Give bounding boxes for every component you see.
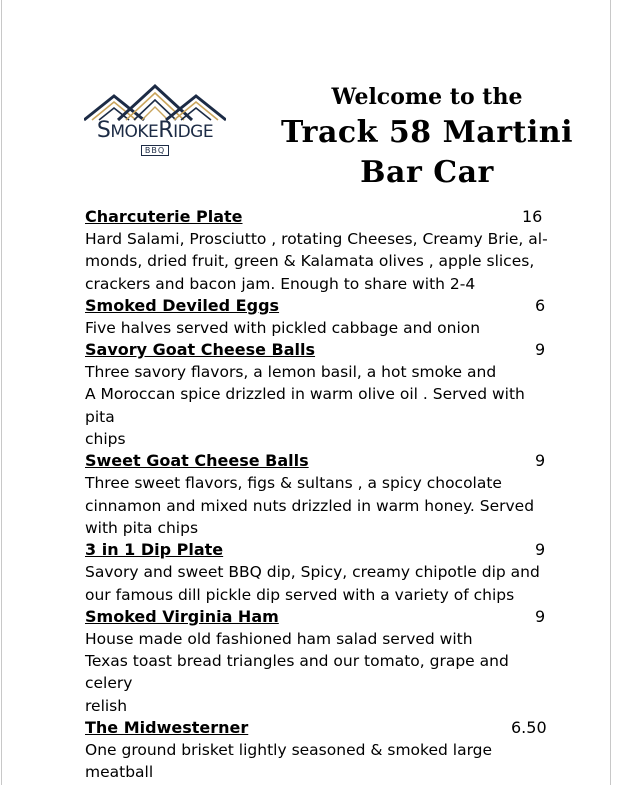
menu-item-name: Smoked Deviled Eggs bbox=[85, 295, 280, 315]
menu-item bbox=[85, 206, 555, 295]
menu-item-name: Sweet Goat Cheese Balls bbox=[85, 451, 309, 471]
logo-letter-s: S bbox=[96, 118, 111, 143]
menu-item-name: Charcuterie Plate bbox=[85, 207, 243, 226]
menu-item-header bbox=[85, 450, 555, 472]
menu-item bbox=[85, 295, 555, 339]
description-line: our famous dill pickle dip served with a variety of chips bbox=[85, 585, 515, 604]
menu-item-price: 6 bbox=[535, 295, 546, 315]
menu-item-name: The Midwesterner bbox=[85, 718, 249, 738]
menu-item bbox=[85, 450, 555, 539]
title-track: Track 58 Martini bbox=[281, 115, 573, 150]
menu-item-header bbox=[85, 206, 555, 228]
menu-item-description bbox=[85, 628, 555, 717]
menu-item-description bbox=[85, 317, 555, 339]
menu-item-description bbox=[85, 561, 555, 606]
description-line: monds, dried fruit, green & Kalamata olives , apple slices, bbox=[85, 252, 535, 271]
description-line: Three sweet flavors, figs & sultans , a spicy chocolate bbox=[85, 474, 502, 493]
smokeridge-logo bbox=[84, 82, 226, 160]
description-line: relish bbox=[85, 696, 128, 715]
description-line: Five halves served with pickled cabbage and onion bbox=[85, 318, 481, 337]
menu-item-header bbox=[85, 295, 555, 317]
description-line: crackers and bacon jam. Enough to share with 2-4 bbox=[85, 274, 476, 293]
logo-bbq: BBQ bbox=[141, 145, 169, 156]
menu-item-description bbox=[85, 228, 555, 295]
description-line: meatball bbox=[85, 763, 154, 782]
menu-item bbox=[85, 339, 555, 450]
description-line: with pita chips bbox=[85, 518, 199, 537]
menu-item-price: 16 bbox=[522, 207, 543, 226]
menu-item-price: 9 bbox=[535, 451, 546, 471]
description-line: Savory and sweet BBQ dip, Spicy, creamy chipotle dip and bbox=[85, 563, 540, 582]
menu-item-header bbox=[85, 606, 555, 628]
description-line: chips bbox=[85, 430, 126, 449]
menu-item-price: 9 bbox=[535, 340, 546, 360]
logo-letter-r: R bbox=[158, 118, 174, 143]
menu-item-name: 3 in 1 Dip Plate bbox=[85, 540, 224, 560]
menu-item-description bbox=[85, 472, 555, 539]
menu-list bbox=[85, 206, 555, 784]
title-welcome: Welcome to the bbox=[331, 84, 523, 110]
menu-item-price: 9 bbox=[535, 540, 546, 560]
description-line: Hard Salami, Prosciutto , rotating Cheeses, Creamy Brie, al- bbox=[85, 230, 548, 248]
menu-item-header bbox=[85, 539, 555, 561]
logo-text-moke: MOKE bbox=[110, 122, 159, 142]
menu-item bbox=[85, 606, 555, 717]
menu-item-description bbox=[85, 361, 555, 450]
description-line: Texas toast bread triangles and our tomato, grape and celery bbox=[85, 652, 509, 693]
description-line: Three savory flavors, a lemon basil, a hot smoke and bbox=[85, 363, 497, 382]
menu-item-description bbox=[85, 739, 555, 784]
menu-item-price: 9 bbox=[535, 606, 546, 626]
description-line: House made old fashioned ham salad served with bbox=[85, 629, 473, 648]
description-line: cinnamon and mixed nuts drizzled in warm honey. Served bbox=[85, 496, 535, 515]
description-line: A Moroccan spice drizzled in warm olive oil . Served with pita bbox=[85, 385, 525, 426]
description-line: One ground brisket lightly seasoned & smoked large bbox=[85, 741, 493, 760]
mountain-logo-icon bbox=[84, 82, 226, 122]
logo-text-idge: IDGE bbox=[173, 122, 214, 142]
menu-item-header bbox=[85, 717, 555, 739]
menu-item bbox=[85, 539, 555, 606]
logo-subtitle bbox=[84, 145, 226, 156]
menu-item bbox=[85, 717, 555, 784]
menu-item-name: Smoked Virginia Ham bbox=[85, 606, 279, 626]
menu-item-name: Savory Goat Cheese Balls bbox=[85, 340, 316, 360]
logo-wordmark bbox=[84, 118, 226, 143]
menu-item-price: 6.50 bbox=[511, 718, 547, 738]
title-bar-car: Bar Car bbox=[360, 155, 494, 190]
menu-item-header bbox=[85, 339, 555, 361]
